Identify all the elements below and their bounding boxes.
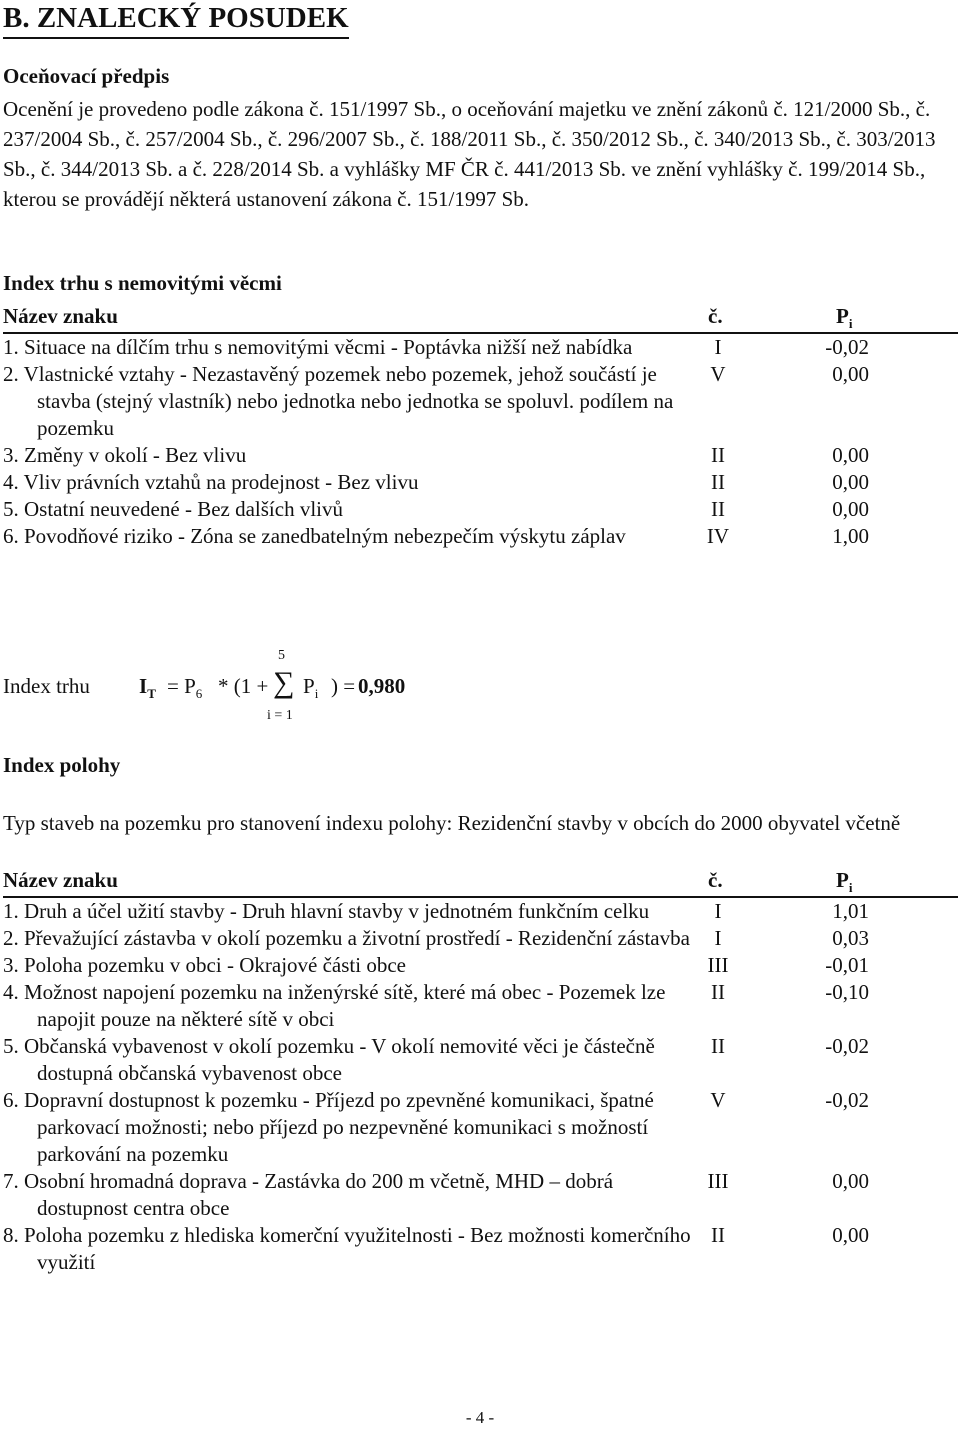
- row-label: Ostatní neuvedené - Bez dalších vlivů: [24, 497, 343, 521]
- col-no-header: č.: [708, 304, 723, 328]
- row-number: 2.: [3, 362, 19, 386]
- row-class: II: [711, 443, 725, 467]
- formula-result: 0,980: [358, 674, 406, 698]
- valuation-heading: Oceňovací předpis: [3, 64, 170, 88]
- document-title: B. ZNALECKÝ POSUDEK: [3, 2, 349, 39]
- row-text: [3, 361, 707, 442]
- row-label: Dopravní dostupnost k pozemku - Příjezd po zpevněné komunikaci, špatné parkovací možnosti; nebo příjezd po nezpevněné komunikaci s možností parkování na pozemku: [24, 1088, 654, 1166]
- row-value: 0,00: [832, 443, 869, 467]
- row-class: III: [707, 953, 729, 977]
- table-row: [3, 469, 958, 496]
- col-no-header: č.: [708, 868, 723, 892]
- sigma-icon: ∑: [273, 666, 295, 699]
- row-class: II: [711, 980, 725, 1004]
- row-number: 8.: [3, 1223, 19, 1247]
- table-row: [3, 1033, 958, 1087]
- table-row: [3, 898, 958, 925]
- row-label: Poloha pozemku v obci - Okrajové části obce: [24, 953, 406, 977]
- row-class: II: [711, 497, 725, 521]
- page-number: - 4 -: [465, 1408, 495, 1427]
- row-class: I: [714, 335, 722, 359]
- row-value: -0,01: [825, 953, 869, 977]
- row-number: 1.: [3, 335, 19, 359]
- building-type-text: Typ staveb na pozemku pro stanovení indexu polohy: Rezidenční stavby v obcích do 2000 obyvatel včetně: [3, 811, 901, 835]
- row-class: IV: [706, 524, 730, 548]
- table-row: [3, 1168, 958, 1222]
- row-value: 0,00: [832, 362, 869, 386]
- table-row: [3, 361, 958, 442]
- market-index-formula: [3, 640, 703, 730]
- row-text: [3, 898, 707, 925]
- row-value: -0,10: [825, 980, 869, 1004]
- market-index-table-header: [3, 302, 958, 334]
- row-number: 5.: [3, 497, 19, 521]
- row-label: Povodňové riziko - Zóna se zanedbatelným nebezpečím výskytu záplav: [24, 524, 626, 548]
- col-name-header: Název znaku: [3, 868, 118, 892]
- row-value: 0,00: [832, 1169, 869, 1193]
- formula-p6: = $P_6$: [167, 674, 203, 702]
- row-number: 4.: [3, 470, 19, 494]
- row-text: [3, 442, 707, 469]
- row-text: [3, 952, 707, 979]
- row-text: [3, 925, 707, 952]
- position-index-rows: [3, 898, 958, 1276]
- row-number: 1.: [3, 899, 19, 923]
- row-number: 6.: [3, 1088, 19, 1112]
- row-label: Možnost napojení pozemku na inženýrské sítě, které má obec - Pozemek lze napojit pouze na některé sítě v obci: [24, 980, 666, 1031]
- row-number: 6.: [3, 524, 19, 548]
- row-value: 0,03: [832, 926, 869, 950]
- table-row: [3, 334, 958, 361]
- row-text: [3, 1168, 707, 1222]
- row-class: III: [707, 1169, 729, 1193]
- row-label: Převažující zástavba v okolí pozemku a životní prostředí - Rezidenční zástavba: [24, 926, 690, 950]
- row-text: [3, 469, 707, 496]
- position-index-table-header: [3, 866, 958, 898]
- row-text: [3, 496, 707, 523]
- row-number: 3.: [3, 953, 19, 977]
- row-label: Osobní hromadná doprava - Zastávka do 200 m včetně, MHD – dobrá dostupnost centra obce: [24, 1169, 614, 1220]
- formula-label: Index trhu: [3, 674, 90, 698]
- col-p-header: $P_i$: [836, 304, 853, 332]
- row-class: II: [711, 470, 725, 494]
- row-class: II: [711, 1034, 725, 1058]
- col-p-header: $P_i$: [836, 868, 853, 896]
- row-value: 0,00: [832, 1223, 869, 1247]
- row-class: V: [710, 362, 726, 386]
- market-index-heading: Index trhu s nemovitými věcmi: [3, 271, 282, 295]
- row-label: Situace na dílčím trhu s nemovitými věcmi - Poptávka nižší než nabídka: [24, 335, 633, 359]
- row-text: [3, 1033, 707, 1087]
- row-class: II: [711, 1223, 725, 1247]
- row-label: Poloha pozemku z hlediska komerční využitelnosti - Bez možnosti komerčního využití: [24, 1223, 691, 1274]
- row-value: -0,02: [825, 1034, 869, 1058]
- formula-lhs: $I_T$: [139, 674, 156, 702]
- row-value: -0,02: [825, 335, 869, 359]
- row-label: Vliv právních vztahů na prodejnost - Bez vlivu: [23, 470, 419, 494]
- market-index-table: [3, 302, 958, 550]
- table-row: [3, 496, 958, 523]
- table-row: [3, 523, 958, 550]
- row-text: [3, 523, 707, 550]
- row-value: 1,00: [832, 524, 869, 548]
- row-text: [3, 979, 707, 1033]
- row-value: 0,00: [832, 497, 869, 521]
- table-row: [3, 979, 958, 1033]
- row-number: 2.: [3, 926, 19, 950]
- row-text: [3, 1087, 707, 1168]
- row-value: 0,00: [832, 470, 869, 494]
- formula-mid: * (1 +: [218, 674, 269, 698]
- row-label: Vlastnické vztahy - Nezastavěný pozemek nebo pozemek, jehož součástí je stavba (stejný vlastník) nebo jednotka nebo jednotka se spoluvl. podílem na pozemku: [23, 362, 674, 440]
- row-class: V: [710, 1088, 726, 1112]
- valuation-text: Ocenění je provedeno podle zákona č. 151/1997 Sb., o oceňování majetku ve znění zákonů č. 121/2000 Sb., č. 237/2004 Sb., č. 257/2004 Sb., č. 296/2007 Sb., č. 188/2011 Sb., č. 350/2012 Sb., č. 340/2013 Sb., č. 303/2013 Sb., č. 344/2013 Sb. a č. 228/2014 Sb. a vyhlášky MF ČR č. 441/2013 Sb. ve znění vyhlášky č. 199/2014 Sb., kterou se provádějí některá ustanovení zákona č. 151/1997 Sb.: [3, 97, 936, 211]
- row-text: [3, 1222, 707, 1276]
- formula-upper-limit: 5: [278, 648, 285, 663]
- table-row: [3, 1222, 958, 1276]
- table-row: [3, 952, 958, 979]
- row-number: 4.: [3, 980, 19, 1004]
- row-label: Změny v okolí - Bez vlivu: [24, 443, 247, 467]
- formula-lower-limit: i = 1: [267, 708, 293, 723]
- row-class: I: [714, 926, 722, 950]
- row-label: Druh a účel užití stavby - Druh hlavní stavby v jednotném funkčním celku: [24, 899, 650, 923]
- table-row: [3, 925, 958, 952]
- formula-pi: $P_i$: [303, 674, 319, 702]
- row-number: 7.: [3, 1169, 19, 1193]
- market-index-rows: [3, 334, 958, 550]
- row-value: 1,01: [832, 899, 869, 923]
- col-name-header: Název znaku: [3, 304, 118, 328]
- row-class: I: [714, 899, 722, 923]
- row-number: 5.: [3, 1034, 19, 1058]
- formula-close: ) =: [331, 674, 356, 698]
- row-value: -0,02: [825, 1088, 869, 1112]
- table-row: [3, 1087, 958, 1168]
- row-label: Občanská vybavenost v okolí pozemku - V okolí nemovité věci je částečně dostupná občanská vybavenost obce: [24, 1034, 655, 1085]
- row-number: 3.: [3, 443, 19, 467]
- position-index-heading: Index polohy: [3, 753, 121, 777]
- table-row: [3, 442, 958, 469]
- position-index-table: [3, 866, 958, 1276]
- row-text: [3, 334, 707, 361]
